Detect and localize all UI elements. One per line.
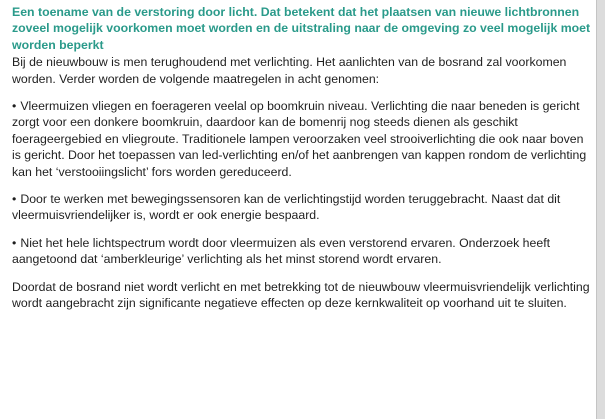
bullet-item-1: • Vleermuizen vliegen en foerageren veelal op boomkruin niveau. Verlichting die naar beneden is gericht zorgt voor een donkere boomkruin, daardoor kan de bomenrij nog steeds dienen als geschikt foerageergebied en vliegroute. Traditionele lampen veroorzaken veel strooiverlichting die ook naar boven is gericht. Door het toepassen van led-verlichting en/of het aanbrengen van kappen rondom de verlichting kan het ‘verstooiingslicht’ fors worden gereduceerd.: [12, 98, 594, 180]
bullet-item-3: • Niet het hele lichtspectrum wordt door vleermuizen als even verstorend ervaren. Onderzoek heeft aangetoond dat ‘amberkleurige’ verlichting als het minst storend wordt ervaren.: [12, 235, 594, 268]
conclusion-paragraph: Doordat de bosrand niet wordt verlicht en met betrekking tot de nieuwbouw vleermuisvriendelijk verlichting wordt aangebracht zijn significante negatieve effecten op deze kernkwaliteit op voorhand uit te sluiten.: [12, 279, 590, 311]
intro-paragraph: Bij de nieuwbouw is men terughoudend met verlichting. Het aanlichten van de bosrand zal voorkomen worden. Verder worden de volgende maatregelen in acht genomen:: [12, 55, 567, 86]
section-heading: Een toename van de verstoring door licht. Dat betekent dat het plaatsen van nieuwe lichtbronnen zoveel mogelijk voorkomen moet worden en de uitstraling naar de omgeving zo veel mogelijk moet worden beperkt: [12, 5, 591, 52]
window-edge: [596, 0, 605, 419]
document-body: [12, 4, 594, 323]
bullet-item-2: • Door te werken met bewegingssensoren kan de verlichtingstijd worden teruggebracht. Naast dat dit vleermuisvriendelijker is, wordt er ook energie bespaard.: [12, 191, 594, 224]
